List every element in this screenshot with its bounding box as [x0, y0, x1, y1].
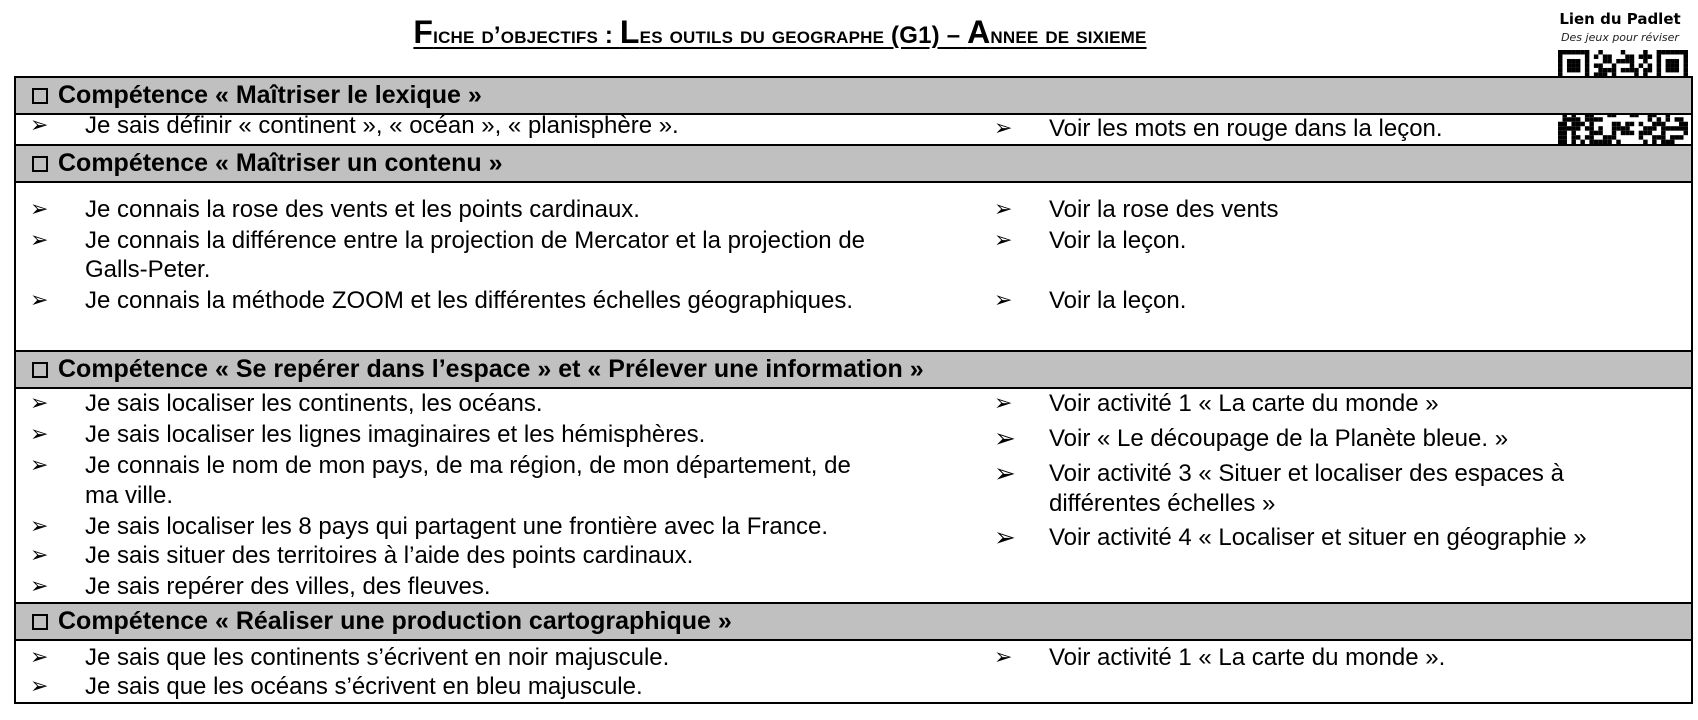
title-part-3: nnee de sixieme [990, 22, 1147, 49]
checkbox-icon[interactable] [32, 156, 48, 172]
page-title [0, 14, 1560, 51]
checkbox-icon[interactable] [32, 362, 48, 378]
objective-item: Je sais que les océans s’écrivent en bleu majuscule. [85, 673, 643, 700]
objective-item: Je sais localiser les 8 pays qui partagent une frontière avec la France. [85, 513, 829, 540]
checkbox-icon[interactable] [32, 88, 48, 104]
bullet-arrow-icon: ➢ [994, 523, 1016, 553]
section-heading-text: Compétence « Maîtriser le lexique » [58, 81, 482, 109]
title-cap-2: L [619, 14, 640, 50]
reference-item-continued: différentes échelles » [1049, 490, 1276, 517]
objective-item: Je sais localiser les lignes imaginaires et les hémisphères. [85, 421, 706, 448]
bullet-arrow-icon: ➢ [30, 453, 49, 478]
title-cap-1: F [413, 14, 434, 50]
reference-item: Voir « Le découpage de la Planète bleue. » [1049, 425, 1509, 452]
section-heading-reperer [16, 350, 1691, 389]
bullet-arrow-icon: ➢ [30, 674, 49, 699]
section-heading-cartographie [16, 602, 1691, 641]
reference-item: Voir activité 3 « Situer et localiser des espaces à [1049, 460, 1564, 487]
reference-item: Voir activité 1 « La carte du monde ». [1049, 644, 1446, 671]
objective-item: Je sais repérer des villes, des fleuves. [85, 573, 491, 600]
objective-item: Je connais la rose des vents et les points cardinaux. [85, 196, 640, 223]
bullet-arrow-icon: ➢ [994, 288, 1013, 313]
objective-item: Je sais définir « continent », « océan », « planisphère ». [85, 112, 679, 139]
bullet-arrow-icon: ➢ [30, 197, 49, 222]
objective-item: Je connais la différence entre la projection de Mercator et la projection de [85, 227, 866, 254]
section-heading-text: Compétence « Maîtriser un contenu » [58, 149, 503, 177]
objective-item: Je connais la méthode ZOOM et les différentes échelles géographiques. [85, 287, 853, 314]
bullet-arrow-icon: ➢ [30, 422, 49, 447]
reference-item: Voir activité 1 « La carte du monde » [1049, 390, 1439, 417]
objective-item: Je sais que les continents s’écrivent en noir majuscule. [85, 644, 670, 671]
title-cap-3: A [967, 14, 991, 50]
bullet-arrow-icon: ➢ [30, 228, 49, 253]
reference-item: Voir la rose des vents [1049, 196, 1279, 223]
reference-item: Voir la leçon. [1049, 287, 1187, 314]
bullet-arrow-icon: ➢ [30, 543, 49, 568]
reference-item: Voir activité 4 « Localiser et situer en géographie » [1049, 524, 1587, 551]
objective-item-continued: ma ville. [85, 482, 174, 509]
section-heading-text: Compétence « Se repérer dans l’espace » et « Prélever une information » [58, 355, 924, 383]
reference-item: Voir les mots en rouge dans la leçon. [1049, 115, 1443, 142]
section-heading-contenu [16, 144, 1691, 183]
bullet-arrow-icon: ➢ [994, 228, 1013, 253]
bullet-arrow-icon: ➢ [994, 459, 1016, 489]
bullet-arrow-icon: ➢ [994, 116, 1013, 141]
bullet-arrow-icon: ➢ [30, 391, 49, 416]
title-part-1: iche d’objectifs : [433, 22, 620, 49]
bullet-arrow-icon: ➢ [994, 645, 1013, 670]
bullet-arrow-icon: ➢ [30, 574, 49, 599]
objectives-table [14, 76, 1693, 704]
objective-item: Je sais localiser les continents, les océans. [85, 390, 543, 417]
qr-title: Lien du Padlet [1559, 10, 1681, 28]
qr-subtitle: Des jeux pour réviser [1561, 31, 1679, 44]
objective-item: Je connais le nom de mon pays, de ma région, de mon département, de [85, 452, 851, 479]
bullet-arrow-icon: ➢ [994, 391, 1013, 416]
bullet-arrow-icon: ➢ [30, 514, 49, 539]
bullet-arrow-icon: ➢ [30, 288, 49, 313]
reference-item: Voir la leçon. [1049, 227, 1187, 254]
bullet-arrow-icon: ➢ [30, 645, 49, 670]
section-heading-lexique [16, 78, 1691, 115]
bullet-arrow-icon: ➢ [994, 424, 1016, 454]
bullet-arrow-icon: ➢ [994, 197, 1013, 222]
section-heading-text: Compétence « Réaliser une production cartographique » [58, 607, 732, 635]
checkbox-icon[interactable] [32, 614, 48, 630]
objective-item-continued: Galls-Peter. [85, 256, 211, 283]
title-part-2: es outils du geographe (G1) – [639, 22, 968, 49]
objective-item: Je sais situer des territoires à l’aide des points cardinaux. [85, 542, 694, 569]
bullet-arrow-icon: ➢ [30, 113, 49, 138]
